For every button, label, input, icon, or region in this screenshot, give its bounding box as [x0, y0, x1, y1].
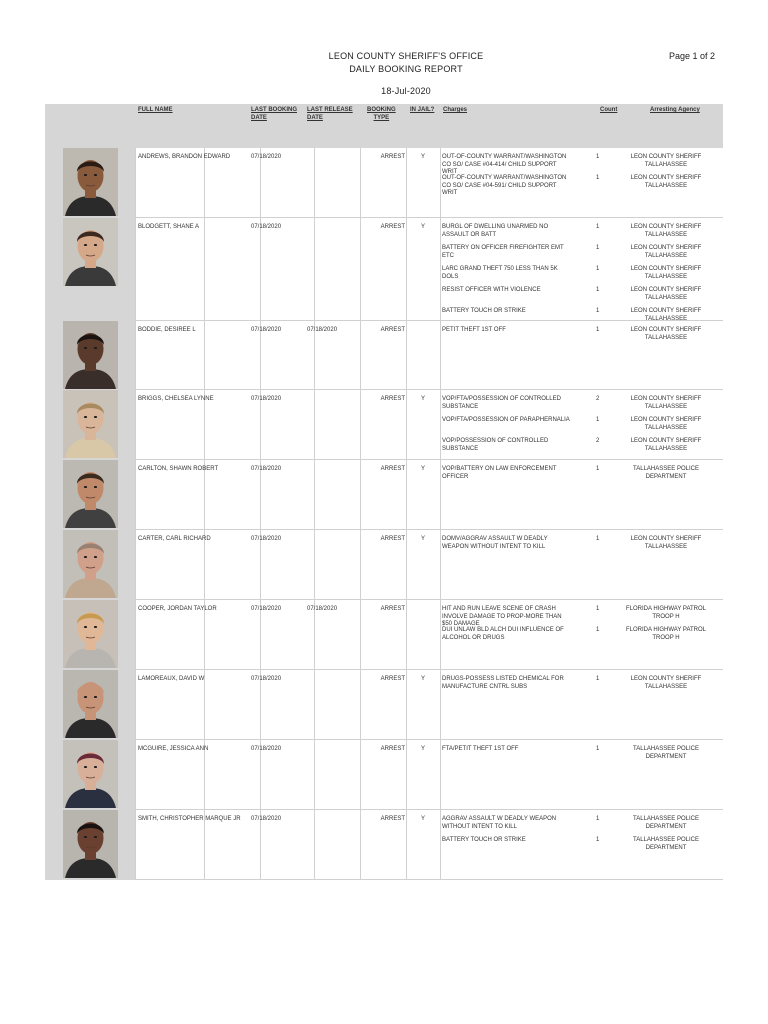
charge-description: VOP/BATTERY ON LAW ENFORCEMENT OFFICER — [442, 466, 557, 480]
arresting-agency: LEON COUNTY SHERIFF TALLAHASSEE — [630, 676, 702, 690]
booking-date: 07/18/2020 — [251, 154, 282, 160]
charge-item — [442, 816, 712, 837]
report-date: 18-Jul-2020 — [381, 86, 431, 96]
cell-divider — [314, 148, 315, 218]
charge-item — [442, 396, 712, 417]
cell-divider — [406, 321, 407, 390]
charge-item — [442, 245, 712, 266]
col-arresting-agency: Arresting Agency — [650, 107, 700, 113]
cell-divider — [440, 530, 441, 600]
booking-photo — [63, 600, 118, 668]
col-booking-type — [367, 106, 396, 122]
cell-divider — [135, 321, 136, 390]
arresting-agency: LEON COUNTY SHERIFF TALLAHASSEE — [630, 154, 702, 168]
cell-divider — [135, 670, 136, 740]
charge-count: 1 — [596, 245, 600, 251]
charge-list — [442, 466, 712, 487]
charge-count: 1 — [596, 837, 600, 843]
charge-description: HIT AND RUN LEAVE SCENE OF CRASH INVOLVE DAMAGE TO PROP-MORE THAN $50 DAMAGE — [442, 606, 562, 627]
booking-type: ARREST — [380, 396, 405, 402]
inmate-name: BODDIE, DESIREE L — [138, 327, 196, 333]
cell-divider — [440, 390, 441, 460]
page-number: Page 1 of 2 — [669, 51, 716, 61]
booking-type: ARREST — [380, 606, 405, 612]
charge-description: BATTERY ON OFFICER FIREFIGHTER EMT ETC — [442, 245, 564, 259]
arresting-agency: LEON COUNTY SHERIFF TALLAHASSEE — [630, 438, 702, 452]
row-divider — [135, 879, 723, 880]
booking-type: ARREST — [380, 746, 405, 752]
booking-type: ARREST — [380, 816, 405, 822]
charge-count: 1 — [596, 627, 600, 633]
charge-count: 1 — [596, 308, 600, 314]
charge-item — [442, 536, 712, 557]
inmate-name: CARLTON, SHAWN ROBERT — [138, 466, 219, 472]
release-date: 07/18/2020 — [307, 327, 338, 333]
charge-item — [442, 627, 712, 648]
charge-item — [442, 175, 712, 196]
arresting-agency: LEON COUNTY SHERIFF TALLAHASSEE — [630, 308, 702, 322]
charge-item — [442, 466, 712, 487]
charge-list — [442, 746, 712, 767]
charge-description: BATTERY TOUCH OR STRIKE — [442, 308, 526, 314]
inmate-name: SMITH, CHRISTOPHER MARQUE JR — [138, 816, 241, 822]
charge-count: 2 — [596, 438, 600, 444]
booking-type: ARREST — [380, 536, 405, 542]
booking-type: ARREST — [380, 676, 405, 682]
cell-divider — [440, 321, 441, 390]
charge-count: 1 — [596, 606, 600, 612]
charge-description: VOP/FTA/POSSESSION OF PARAPHERNALIA — [442, 417, 570, 423]
charge-item — [442, 746, 712, 767]
charge-list — [442, 327, 712, 348]
booking-photo — [63, 670, 118, 738]
arresting-agency: TALLAHASSEE POLICE DEPARTMENT — [633, 837, 699, 851]
charge-description: PETIT THEFT 1ST OFF — [442, 327, 506, 333]
charge-item — [442, 417, 712, 438]
table-row — [45, 460, 723, 530]
report-title: DAILY BOOKING REPORT — [349, 64, 463, 74]
in-jail-status: Y — [420, 396, 425, 402]
charge-description: DOMV/AGGRAV ASSAULT W DEADLY WEAPON WITHOUT INTENT TO KILL — [442, 536, 548, 550]
charge-count: 1 — [596, 287, 600, 293]
charge-item — [442, 837, 712, 858]
arresting-agency: LEON COUNTY SHERIFF TALLAHASSEE — [630, 245, 702, 259]
table-row — [45, 810, 723, 880]
cell-divider — [135, 390, 136, 460]
office-title: LEON COUNTY SHERIFF'S OFFICE — [328, 51, 484, 61]
cell-divider — [406, 218, 407, 321]
charge-list — [442, 536, 712, 557]
col-last-release-date — [307, 106, 353, 122]
col-last-release-line2: DATE — [307, 115, 323, 121]
release-date: 07/18/2020 — [307, 606, 338, 612]
charge-item — [442, 676, 712, 697]
arresting-agency: TALLAHASSEE POLICE DEPARTMENT — [633, 816, 699, 830]
charge-count: 1 — [596, 154, 600, 160]
arresting-agency: FLORIDA HIGHWAY PATROL TROOP H — [625, 606, 706, 620]
col-last-booking-date — [251, 106, 297, 122]
in-jail-status: Y — [420, 746, 425, 752]
cell-divider — [314, 460, 315, 530]
table-row — [45, 740, 723, 810]
in-jail-status: Y — [420, 676, 425, 682]
col-count: Count — [600, 107, 618, 113]
cell-divider — [314, 218, 315, 321]
booking-photo — [63, 148, 118, 216]
cell-divider — [440, 218, 441, 321]
booking-type: ARREST — [380, 466, 405, 472]
arresting-agency: TALLAHASSEE POLICE DEPARTMENT — [633, 746, 699, 760]
charge-count: 1 — [596, 266, 600, 272]
charge-description: BATTERY TOUCH OR STRIKE — [442, 837, 526, 843]
table-row — [45, 600, 723, 670]
booking-date: 07/18/2020 — [251, 396, 282, 402]
charge-item — [442, 224, 712, 245]
cell-divider — [135, 530, 136, 600]
booking-date: 07/18/2020 — [251, 676, 282, 682]
cell-divider — [314, 670, 315, 740]
booking-date: 07/18/2020 — [251, 536, 282, 542]
booking-photo — [63, 218, 118, 286]
charge-description: BURGL OF DWELLING UNARMED NO ASSAULT OR BATT — [442, 224, 549, 238]
charge-count: 1 — [596, 417, 600, 423]
charge-list — [442, 816, 712, 858]
cell-divider — [440, 600, 441, 670]
col-full-name: FULL NAME — [138, 107, 173, 113]
arresting-agency: LEON COUNTY SHERIFF TALLAHASSEE — [630, 266, 702, 280]
charge-count: 1 — [596, 536, 600, 542]
col-last-booking-line2: DATE — [251, 115, 267, 121]
col-booking-type-line1: BOOKING — [367, 107, 396, 113]
arresting-agency: LEON COUNTY SHERIFF TALLAHASSEE — [630, 224, 702, 238]
cell-divider — [406, 600, 407, 670]
cell-divider — [440, 670, 441, 740]
table-row — [45, 390, 723, 460]
arresting-agency: LEON COUNTY SHERIFF TALLAHASSEE — [630, 417, 702, 431]
arresting-agency: LEON COUNTY SHERIFF TALLAHASSEE — [630, 287, 702, 301]
arresting-agency: LEON COUNTY SHERIFF TALLAHASSEE — [630, 396, 702, 410]
inmate-name: CARTER, CARL RICHARD — [138, 536, 211, 542]
cell-divider — [260, 218, 261, 321]
charge-item — [442, 438, 712, 459]
col-booking-type-line2: TYPE — [373, 115, 390, 121]
booking-type: ARREST — [380, 327, 405, 333]
cell-divider — [204, 218, 205, 321]
booking-date: 07/18/2020 — [251, 816, 282, 822]
cell-divider — [314, 390, 315, 460]
col-charges: Charges — [443, 107, 468, 113]
inmate-name: BRIGGS, CHELSEA LYNNE — [138, 396, 214, 402]
cell-divider — [135, 600, 136, 670]
charge-list — [442, 396, 712, 459]
arresting-agency: FLORIDA HIGHWAY PATROL TROOP H — [625, 627, 706, 641]
cell-divider — [314, 530, 315, 600]
cell-divider — [440, 810, 441, 880]
booking-type: ARREST — [380, 224, 405, 230]
charge-description: LARC GRAND THEFT 750 LESS THAN 5K DOLS — [442, 266, 558, 280]
cell-divider — [314, 740, 315, 810]
charge-item — [442, 287, 712, 308]
inmate-name: MCGUIRE, JESSICA ANN — [138, 746, 209, 752]
booking-date: 07/18/2020 — [251, 606, 282, 612]
charge-description: DRUGS-POSSESS LISTED CHEMICAL FOR MANUFACTURE CNTRL SUBS — [442, 676, 564, 690]
cell-divider — [135, 218, 136, 321]
booking-date: 07/18/2020 — [251, 746, 282, 752]
charge-count: 1 — [596, 224, 600, 230]
booking-photo — [63, 321, 118, 389]
table-row — [45, 670, 723, 740]
col-in-jail: IN JAIL? — [410, 107, 435, 113]
cell-divider — [135, 740, 136, 810]
table-row — [45, 218, 723, 321]
booking-date: 07/18/2020 — [251, 224, 282, 230]
charge-description: OUT-OF-COUNTY WARRANT/WASHINGTON CO SO/ CASE #04-591/ CHILD SUPPORT WRIT — [442, 175, 567, 196]
in-jail-status: Y — [420, 466, 425, 472]
charge-list — [442, 154, 712, 196]
charge-list — [442, 224, 712, 329]
table-row — [45, 148, 723, 218]
inmate-name: COOPER, JORDAN TAYLOR — [138, 606, 217, 612]
charge-count: 1 — [596, 676, 600, 682]
charge-count: 1 — [596, 327, 600, 333]
col-last-release-line1: LAST RELEASE — [307, 107, 353, 113]
column-header-bar — [45, 104, 723, 148]
charge-count: 1 — [596, 746, 600, 752]
inmate-name: BLODGETT, SHANE A — [138, 224, 200, 230]
charge-count: 1 — [596, 816, 600, 822]
charge-count: 1 — [596, 175, 600, 181]
arresting-agency: TALLAHASSEE POLICE DEPARTMENT — [633, 466, 699, 480]
charge-description: OUT-OF-COUNTY WARRANT/WASHINGTON CO SO/ CASE #04-414/ CHILD SUPPORT WRIT — [442, 154, 567, 175]
in-jail-status: Y — [420, 816, 425, 822]
charge-list — [442, 606, 712, 648]
col-last-booking-line1: LAST BOOKING — [251, 107, 297, 113]
cell-divider — [135, 148, 136, 218]
charge-description: VOP/FTA/POSSESSION OF CONTROLLED SUBSTANCE — [442, 396, 561, 410]
arresting-agency: LEON COUNTY SHERIFF TALLAHASSEE — [630, 327, 702, 341]
charge-item — [442, 606, 712, 627]
charge-count: 2 — [596, 396, 600, 402]
booking-photo — [63, 390, 118, 458]
table-row — [45, 321, 723, 390]
charge-item — [442, 154, 712, 175]
cell-divider — [360, 218, 361, 321]
booking-date: 07/18/2020 — [251, 466, 282, 472]
arresting-agency: LEON COUNTY SHERIFF TALLAHASSEE — [630, 536, 702, 550]
cell-divider — [440, 740, 441, 810]
in-jail-status: Y — [420, 224, 425, 230]
in-jail-status: Y — [420, 154, 425, 160]
charge-item — [442, 266, 712, 287]
cell-divider — [314, 810, 315, 880]
charge-item — [442, 327, 712, 348]
booking-date: 07/18/2020 — [251, 327, 282, 333]
arresting-agency: LEON COUNTY SHERIFF TALLAHASSEE — [630, 175, 702, 189]
booking-photo — [63, 530, 118, 598]
charge-description: AGGRAV ASSAULT W DEADLY WEAPON WITHOUT INTENT TO KILL — [442, 816, 557, 830]
booking-photo — [63, 810, 118, 878]
inmate-name: LAMOREAUX, DAVID W — [138, 676, 205, 682]
cell-divider — [135, 460, 136, 530]
charge-description: RESIST OFFICER WITH VIOLENCE — [442, 287, 541, 293]
table-row — [45, 530, 723, 600]
charge-list — [442, 676, 712, 697]
in-jail-status: Y — [420, 536, 425, 542]
cell-divider — [440, 460, 441, 530]
booking-photo — [63, 740, 118, 808]
booking-type: ARREST — [380, 154, 405, 160]
cell-divider — [135, 810, 136, 880]
charge-description: VOP/POSSESSION OF CONTROLLED SUBSTANCE — [442, 438, 549, 452]
charge-description: FTA/PETIT THEFT 1ST OFF — [442, 746, 519, 752]
cell-divider — [440, 148, 441, 218]
inmate-name: ANDREWS, BRANDON EDWARD — [138, 154, 231, 160]
charge-description: DUI UNLAW BLD ALCH DUI INFLUENCE OF ALCOHOL OR DRUGS — [442, 627, 564, 641]
charge-count: 1 — [596, 466, 600, 472]
booking-photo — [63, 460, 118, 528]
